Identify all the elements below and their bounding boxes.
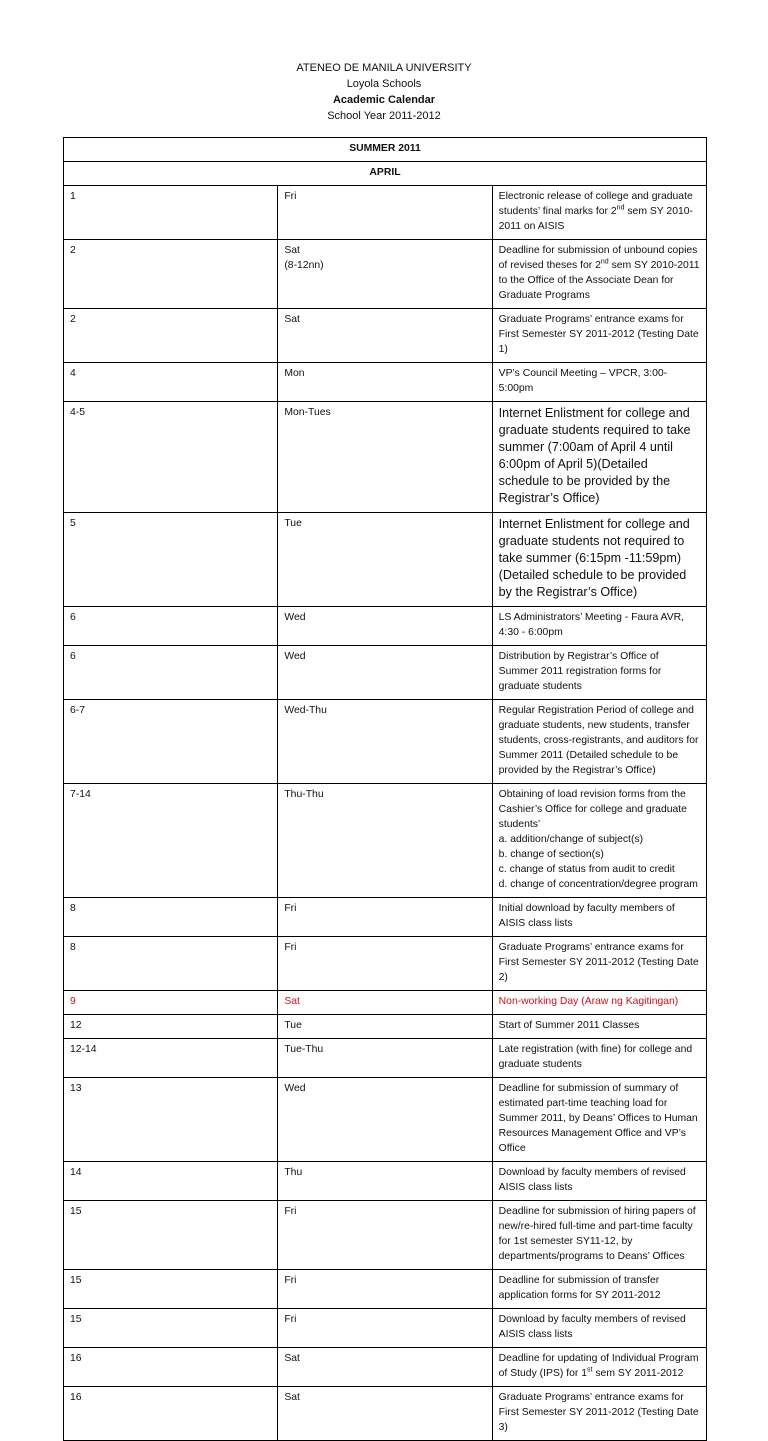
table-row <box>64 402 707 513</box>
date-cell: 5 <box>64 513 278 607</box>
day-cell: Tue <box>278 1015 492 1039</box>
day-cell <box>278 240 492 309</box>
day-cell: Fri <box>278 898 492 937</box>
university-name: ATENEO DE MANILA UNIVERSITY <box>296 62 472 74</box>
day-cell: Tue <box>278 513 492 607</box>
date-cell: 16 <box>64 1348 278 1387</box>
date-cell: 15 <box>64 1270 278 1309</box>
date-cell: 7-14 <box>64 784 278 898</box>
date-cell: 16 <box>64 1387 278 1441</box>
holiday-row <box>64 991 707 1015</box>
event-cell <box>492 186 706 240</box>
event-cell: LS Administrators’ Meeting - Faura AVR, 4:30 - 6:00pm <box>492 607 706 646</box>
event-cell: Download by faculty members of revised AISIS class lists <box>492 1309 706 1348</box>
date-cell: 14 <box>64 1162 278 1201</box>
event-cell <box>492 784 706 898</box>
table-row <box>64 784 707 898</box>
event-cell: Download by faculty members of revised AISIS class lists <box>492 1162 706 1201</box>
date-cell: 9 <box>64 991 278 1015</box>
term-header-row <box>64 138 707 162</box>
date-cell: 13 <box>64 1078 278 1162</box>
day-cell: Mon <box>278 363 492 402</box>
date-cell: 2 <box>64 240 278 309</box>
event-text: Deadline for updating of Individual Program of Study (IPS) for 1 <box>498 1353 699 1379</box>
school-name: Loyola Schools <box>346 78 422 90</box>
day-cell: Wed <box>278 607 492 646</box>
date-cell: 12 <box>64 1015 278 1039</box>
table-row <box>64 1201 707 1270</box>
event-cell <box>492 240 706 309</box>
table-row <box>64 1039 707 1078</box>
table-row <box>64 607 707 646</box>
table-row <box>64 513 707 607</box>
day-cell: Fri <box>278 1201 492 1270</box>
table-row <box>64 1348 707 1387</box>
day-label: Sat <box>284 245 300 256</box>
date-cell: 6 <box>64 607 278 646</box>
day-cell: Fri <box>278 937 492 991</box>
event-cell: Start of Summer 2011 Classes <box>492 1015 706 1039</box>
date-cell: 8 <box>64 937 278 991</box>
event-cell: Non-working Day (Araw ng Kagitingan) <box>492 991 706 1015</box>
event-text: Electronic release of college and graduate students’ final marks for 2 <box>498 191 693 217</box>
date-cell: 12-14 <box>64 1039 278 1078</box>
table-row <box>64 1270 707 1309</box>
event-cell: Regular Registration Period of college and graduate students, new students, transfer students, cross-registrants, and auditors for Summer 2011 (Detailed schedule to be provided by the Registrar’s Office) <box>492 700 706 784</box>
table-row <box>64 1387 707 1441</box>
date-cell: 1 <box>64 186 278 240</box>
event-text-after: sem SY 2010-2011 on AISIS <box>498 206 694 232</box>
day-cell: Sat <box>278 309 492 363</box>
day-cell: Thu <box>278 1162 492 1201</box>
table-row <box>64 240 707 309</box>
date-cell: 2 <box>64 309 278 363</box>
school-year: School Year 2011-2012 <box>327 110 441 122</box>
event-cell: Internet Enlistment for college and graduate students not required to take summer (6:15pm -11:59pm)(Detailed schedule to be provided by the Registrar’s Office) <box>492 513 706 607</box>
day-note: (8-12nn) <box>284 260 324 271</box>
table-row <box>64 700 707 784</box>
term-heading: SUMMER 2011 <box>64 138 707 162</box>
event-cell: Graduate Programs’ entrance exams for First Semester SY 2011-2012 (Testing Date 1) <box>492 309 706 363</box>
event-cell: Deadline for submission of transfer application forms for SY 2011-2012 <box>492 1270 706 1309</box>
list-item: c. change of status from audit to credit <box>498 864 675 875</box>
list-item: b. change of section(s) <box>498 849 604 860</box>
day-cell: Mon-Tues <box>278 402 492 513</box>
table-row <box>64 1078 707 1162</box>
date-cell: 15 <box>64 1309 278 1348</box>
date-cell: 4-5 <box>64 402 278 513</box>
day-cell: Tue-Thu <box>278 1039 492 1078</box>
table-row <box>64 898 707 937</box>
day-cell: Wed <box>278 646 492 700</box>
event-text-after: sem SY 2010-2011 to the Office of the Associate Dean for Graduate Programs <box>498 260 700 301</box>
day-cell: Sat <box>278 991 492 1015</box>
table-row <box>64 1015 707 1039</box>
table-row <box>64 186 707 240</box>
event-cell: Deadline for submission of hiring papers of new/re-hired full-time and part-time faculty for 1st semester SY11-12, by departments/programs to Deans’ Offices <box>492 1201 706 1270</box>
month-heading: APRIL <box>64 162 707 186</box>
ordinal-suffix: nd <box>616 204 625 212</box>
event-cell: Late registration (with fine) for college and graduate students <box>492 1039 706 1078</box>
event-cell: Distribution by Registrar’s Office of Summer 2011 registration forms for graduate students <box>492 646 706 700</box>
event-text: Obtaining of load revision forms from the Cashier’s Office for college and graduate students’ <box>498 789 687 830</box>
table-row <box>64 1309 707 1348</box>
day-cell: Fri <box>278 186 492 240</box>
table-row <box>64 646 707 700</box>
event-cell: Graduate Programs’ entrance exams for First Semester SY 2011-2012 (Testing Date 2) <box>492 937 706 991</box>
academic-calendar-table <box>63 137 707 1441</box>
event-cell: Internet Enlistment for college and graduate students required to take summer (7:00am of April 4 until 6:00pm of April 5)(Detailed schedule to be provided by the Registrar’s Office) <box>492 402 706 513</box>
event-cell: Deadline for submission of summary of estimated part-time teaching load for Summer 2011, by Deans’ Offices to Human Resources Management Office and VP’s Office <box>492 1078 706 1162</box>
table-row <box>64 363 707 402</box>
date-cell: 4 <box>64 363 278 402</box>
day-cell: Sat <box>278 1348 492 1387</box>
ordinal-suffix: nd <box>600 258 609 266</box>
event-cell: Graduate Programs’ entrance exams for First Semester SY 2011-2012 (Testing Date 3) <box>492 1387 706 1441</box>
table-row <box>64 937 707 991</box>
table-row <box>64 1162 707 1201</box>
table-row <box>64 309 707 363</box>
day-cell: Sat <box>278 1387 492 1441</box>
list-item: a. addition/change of subject(s) <box>498 834 644 845</box>
event-cell <box>492 1348 706 1387</box>
event-cell: VP’s Council Meeting – VPCR, 3:00-5:00pm <box>492 363 706 402</box>
date-cell: 6-7 <box>64 700 278 784</box>
day-cell: Thu-Thu <box>278 784 492 898</box>
event-text-after: sem SY 2011-2012 <box>592 1368 684 1379</box>
list-item: d. change of concentration/degree program <box>498 879 698 890</box>
day-cell: Wed <box>278 1078 492 1162</box>
month-header-row <box>64 162 707 186</box>
document-header <box>0 60 768 124</box>
event-cell: Initial download by faculty members of AISIS class lists <box>492 898 706 937</box>
day-cell: Fri <box>278 1309 492 1348</box>
date-cell: 15 <box>64 1201 278 1270</box>
day-cell: Fri <box>278 1270 492 1309</box>
day-cell: Wed-Thu <box>278 700 492 784</box>
date-cell: 6 <box>64 646 278 700</box>
date-cell: 8 <box>64 898 278 937</box>
calendar-title: Academic Calendar <box>332 94 436 106</box>
event-text: Deadline for submission of unbound copies of revised theses for 2 <box>498 245 698 271</box>
ordinal-suffix: st <box>587 1366 593 1374</box>
